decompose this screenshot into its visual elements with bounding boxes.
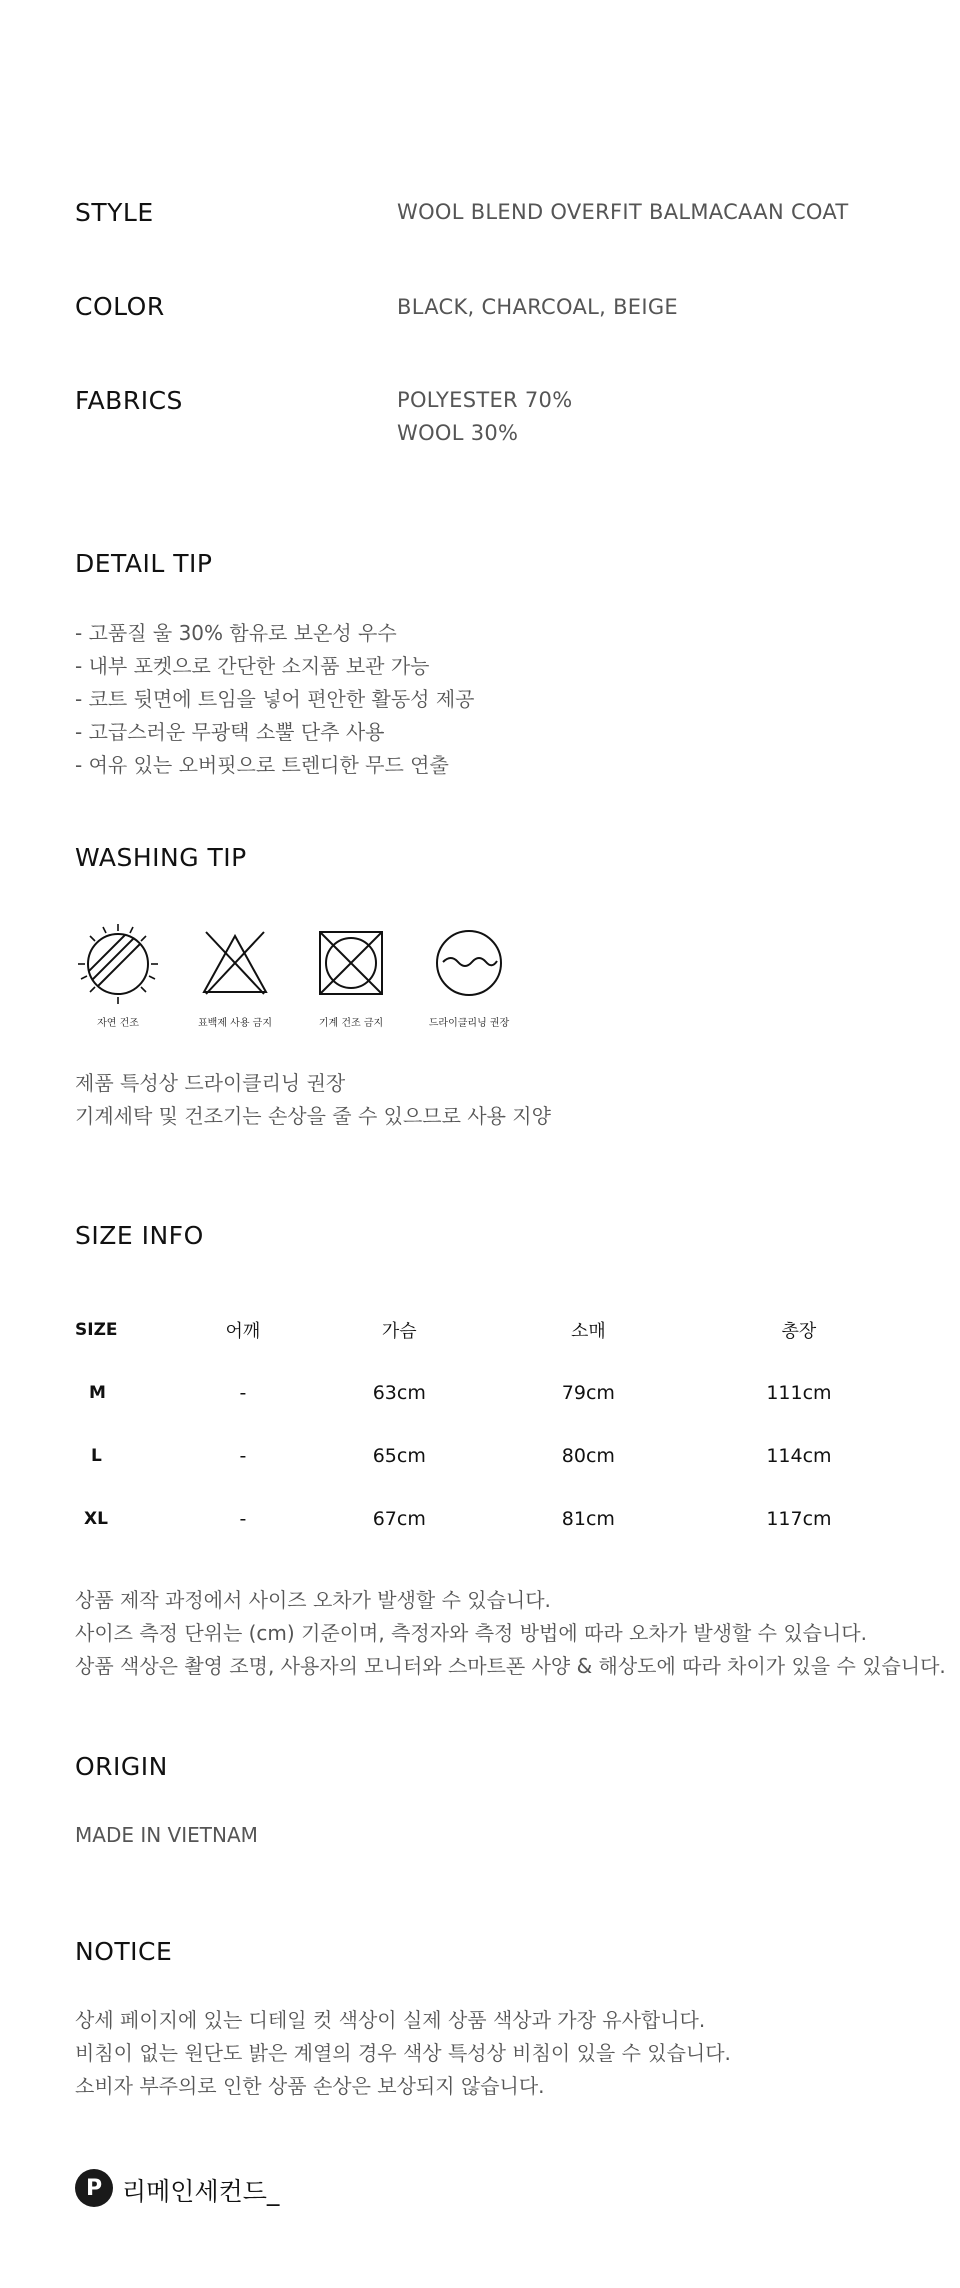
fabrics-value-1: POLYESTER 70% (397, 388, 573, 412)
table-row (75, 1487, 915, 1550)
brand-name: 리메인세컨드_ (122, 2177, 280, 2206)
notice-line: 상세 페이지에 있는 디테일 컷 색상이 실제 상품 색상과 가장 유사합니다. (75, 2008, 706, 2032)
style-label: STYLE (75, 198, 154, 227)
detail-tip-line: - 내부 포켓으로 간단한 소지품 보관 가능 (75, 654, 430, 678)
washing-tip-notes (75, 1067, 551, 1133)
no-bleach-caption: 표백제 사용 금지 (198, 1018, 272, 1029)
size-header-shoulder: 어깨 (225, 1320, 261, 1342)
size-note-line: 상품 색상은 촬영 조명, 사용자의 모니터와 스마트폰 사양 & 해상도에 따라 차이가 있을 수 있습니다. (75, 1654, 946, 1678)
size-note-line: 상품 제작 과정에서 사이즈 오차가 발생할 수 있습니다. (75, 1588, 551, 1612)
size-cell: 67cm (372, 1507, 426, 1530)
detail-tip-line: - 코트 뒷면에 트임을 넣어 편안한 활동성 제공 (75, 687, 475, 711)
notice-line: 비침이 없는 원단도 밝은 계열의 경우 색상 특성상 비침이 있을 수 있습니다. (75, 2041, 731, 2065)
size-cell: 117cm (766, 1507, 832, 1530)
size-cell: 79cm (561, 1381, 615, 1404)
detail-tip-heading: DETAIL TIP (75, 549, 213, 578)
size-cell: 63cm (372, 1381, 426, 1404)
sun-dry-icon (76, 922, 160, 1006)
notice-list (75, 2004, 731, 2103)
color-label: COLOR (75, 292, 165, 321)
sun-dry-caption: 자연 건조 (97, 1018, 139, 1029)
detail-tip-line: - 고급스러운 무광택 소뿔 단추 사용 (75, 720, 385, 744)
size-cell: 65cm (372, 1444, 426, 1467)
size-note-line: 사이즈 측정 단위는 (cm) 기준이며, 측정자와 측정 방법에 따라 오차가 발생할 수 있습니다. (75, 1621, 867, 1645)
origin-value: MADE IN VIETNAM (75, 1823, 258, 1847)
color-value: BLACK, CHARCOAL, BEIGE (397, 295, 678, 319)
notice-line: 소비자 부주의로 인한 상품 손상은 보상되지 않습니다. (75, 2074, 545, 2098)
size-cell: - (239, 1507, 247, 1530)
size-cell: XL (84, 1508, 108, 1529)
brand-logo-icon (75, 2169, 113, 2207)
notice-heading: NOTICE (75, 1937, 173, 1966)
brand-logo-letter: P (85, 2175, 103, 2201)
size-table-header-row (75, 1298, 915, 1361)
dry-clean-caption: 드라이클리닝 권장 (428, 1018, 510, 1029)
detail-tip-line: - 여유 있는 오버핏으로 트렌디한 무드 연출 (75, 753, 449, 777)
table-row (75, 1361, 915, 1424)
dry-clean-icon (434, 928, 504, 998)
style-value: WOOL BLEND OVERFIT BALMACAAN COAT (397, 200, 849, 224)
detail-tip-line: - 고품질 울 30% 함유로 보온성 우수 (75, 621, 397, 645)
fabrics-value-2: WOOL 30% (397, 421, 519, 445)
size-info-heading: SIZE INFO (75, 1221, 204, 1250)
size-cell: M (89, 1382, 106, 1403)
size-notes (75, 1584, 946, 1683)
size-header-chest: 가슴 (381, 1320, 417, 1342)
washing-tip-line: 기계세탁 및 건조기는 손상을 줄 수 있으므로 사용 지양 (75, 1104, 551, 1128)
table-row (75, 1424, 915, 1487)
no-bleach-icon (200, 928, 270, 998)
fabrics-label: FABRICS (75, 386, 183, 415)
size-cell: - (239, 1381, 247, 1404)
size-cell: 80cm (561, 1444, 615, 1467)
no-tumble-dry-icon (318, 930, 384, 996)
size-cell: 81cm (561, 1507, 615, 1530)
size-header-sleeve: 소매 (570, 1320, 606, 1342)
washing-tip-line: 제품 특성상 드라이클리닝 권장 (75, 1071, 346, 1095)
size-cell: 114cm (766, 1444, 832, 1467)
size-cell: 111cm (766, 1381, 832, 1404)
origin-heading: ORIGIN (75, 1752, 168, 1781)
washing-tip-heading: WASHING TIP (75, 843, 247, 872)
detail-tip-list (75, 617, 474, 782)
size-header-size: SIZE (75, 1319, 118, 1340)
size-cell: L (91, 1445, 102, 1466)
size-table (75, 1298, 915, 1550)
no-tumble-dry-caption: 기계 건조 금지 (318, 1018, 384, 1029)
size-header-length: 총장 (781, 1320, 817, 1342)
size-cell: - (239, 1444, 247, 1467)
